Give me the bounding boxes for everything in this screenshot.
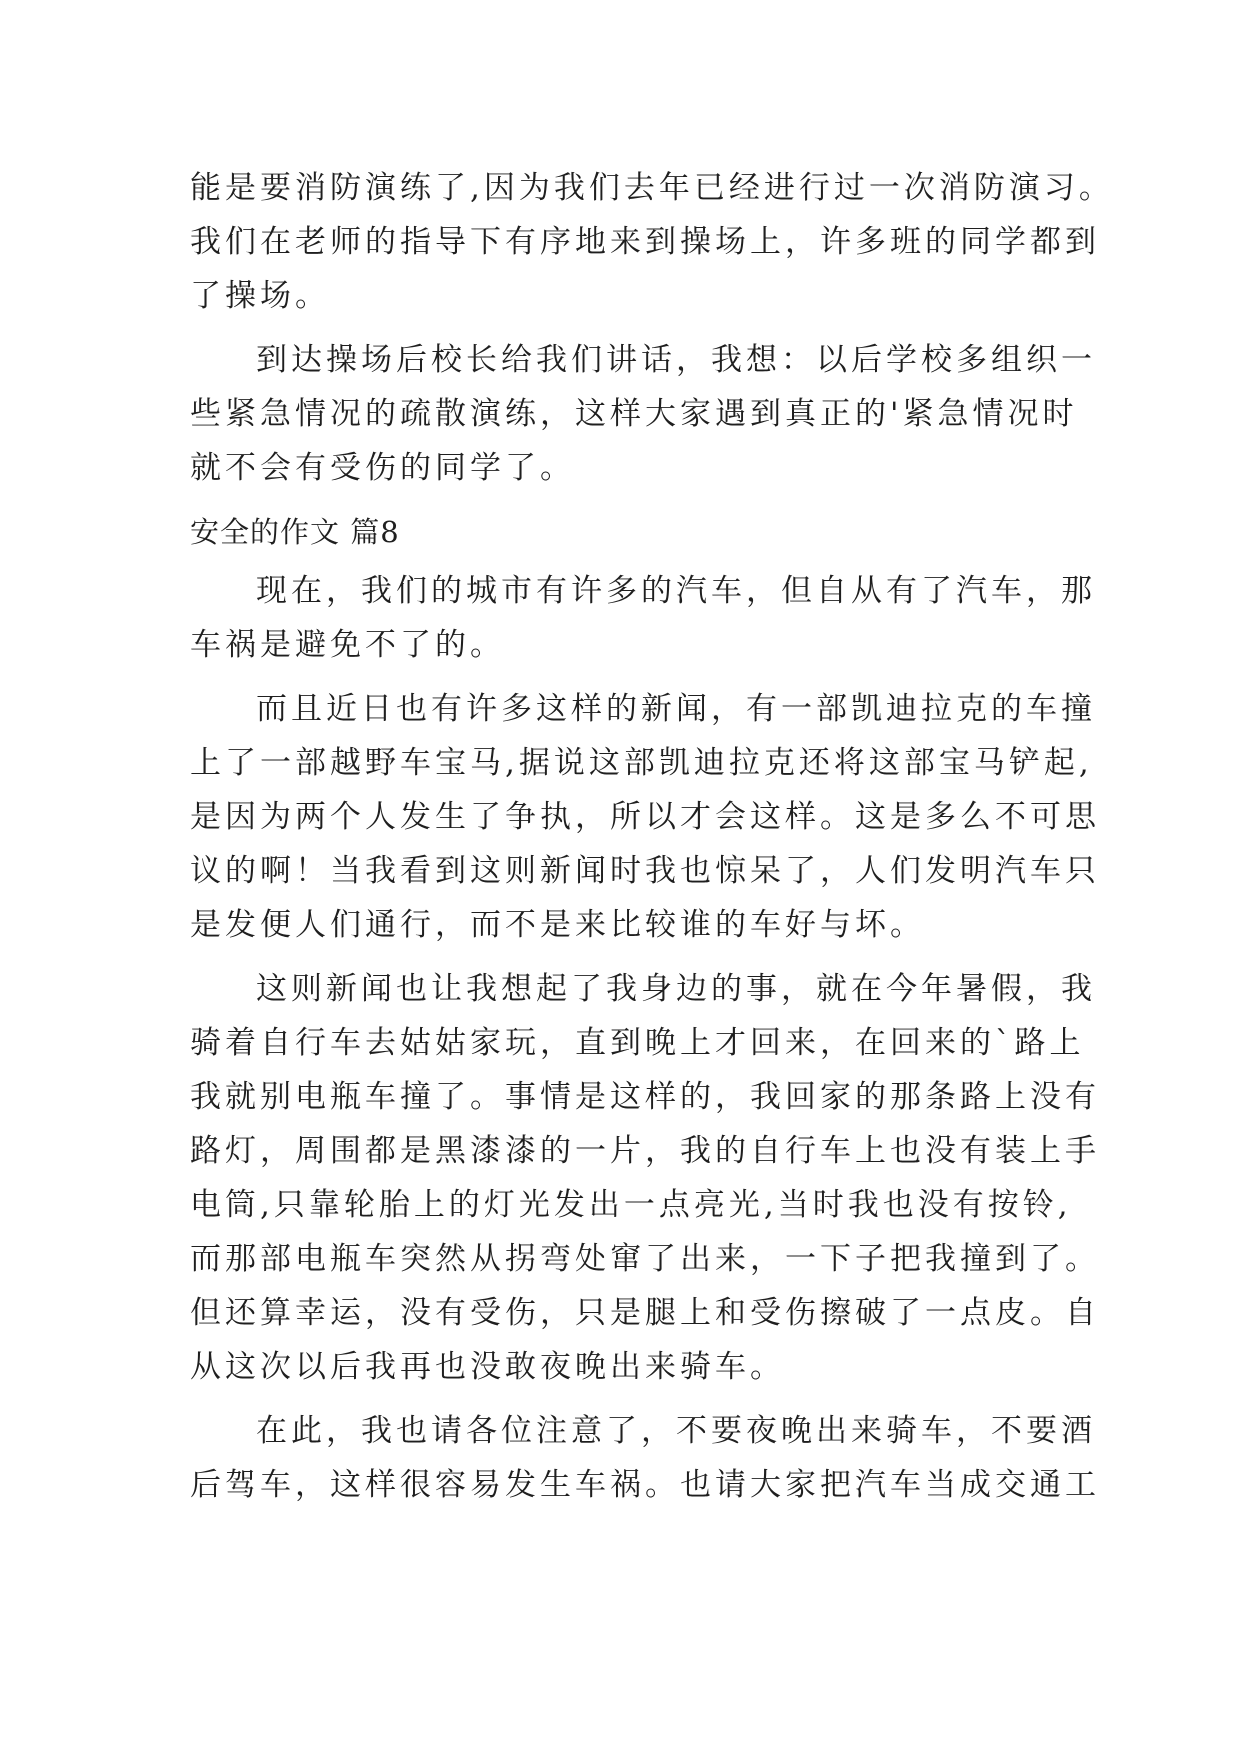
paragraph-first-line: 在此，我也请各位注意了，不要夜晚出来骑车，不要酒 [256, 1413, 1096, 1449]
text-line: 从这次以后我再也没敢夜晚出来骑车。 [190, 1349, 785, 1385]
text-line: 我就别电瓶车撞了。事情是这样的，我回家的那条路上没有 [190, 1079, 1100, 1115]
text-line: 是发便人们通行，而不是来比较谁的车好与坏。 [190, 907, 925, 943]
text-line: 些紧急情况的疏散演练，这样大家遇到真正的'紧急情况时 [190, 396, 1078, 432]
text-line: 但还算幸运，没有受伤，只是腿上和受伤擦破了一点皮。自 [190, 1295, 1100, 1331]
paragraph-first-line: 现在，我们的城市有许多的汽车，但自从有了汽车，那 [256, 573, 1096, 609]
text-line: 就不会有受伤的同学了。 [190, 450, 575, 486]
text-line: 电筒,只靠轮胎上的灯光发出一点亮光,当时我也没有按铃, [190, 1187, 1072, 1223]
paragraph-first-line: 到达操场后校长给我们讲话，我想：以后学校多组织一 [256, 342, 1096, 378]
text-line: 后驾车，这样很容易发生车祸。也请大家把汽车当成交通工 [190, 1467, 1100, 1503]
section-heading: 安全的作文 篇8 [190, 515, 400, 549]
paragraph-first-line: 这则新闻也让我想起了我身边的事，就在今年暑假，我 [256, 971, 1096, 1007]
text-line: 路灯，周围都是黑漆漆的一片，我的自行车上也没有装上手 [190, 1133, 1100, 1169]
text-line: 车祸是避免不了的。 [190, 627, 505, 663]
text-line: 是因为两个人发生了争执，所以才会这样。这是多么不可思 [190, 799, 1100, 835]
text-line: 我们在老师的指导下有序地来到操场上，许多班的同学都到 [190, 224, 1100, 260]
text-line: 了操场。 [190, 278, 330, 314]
text-line: 而那部电瓶车突然从拐弯处窜了出来，一下子把我撞到了。 [190, 1241, 1100, 1277]
text-line: 能是要消防演练了,因为我们去年已经进行过一次消防演习。 [190, 170, 1114, 206]
text-line: 上了一部越野车宝马,据说这部凯迪拉克还将这部宝马铲起, [190, 745, 1093, 781]
text-line: 骑着自行车去姑姑家玩，直到晚上才回来，在回来的`路上 [190, 1025, 1085, 1061]
text-line: 议的啊！当我看到这则新闻时我也惊呆了，人们发明汽车只 [190, 853, 1100, 889]
paragraph-first-line: 而且近日也有许多这样的新闻，有一部凯迪拉克的车撞 [256, 691, 1096, 727]
